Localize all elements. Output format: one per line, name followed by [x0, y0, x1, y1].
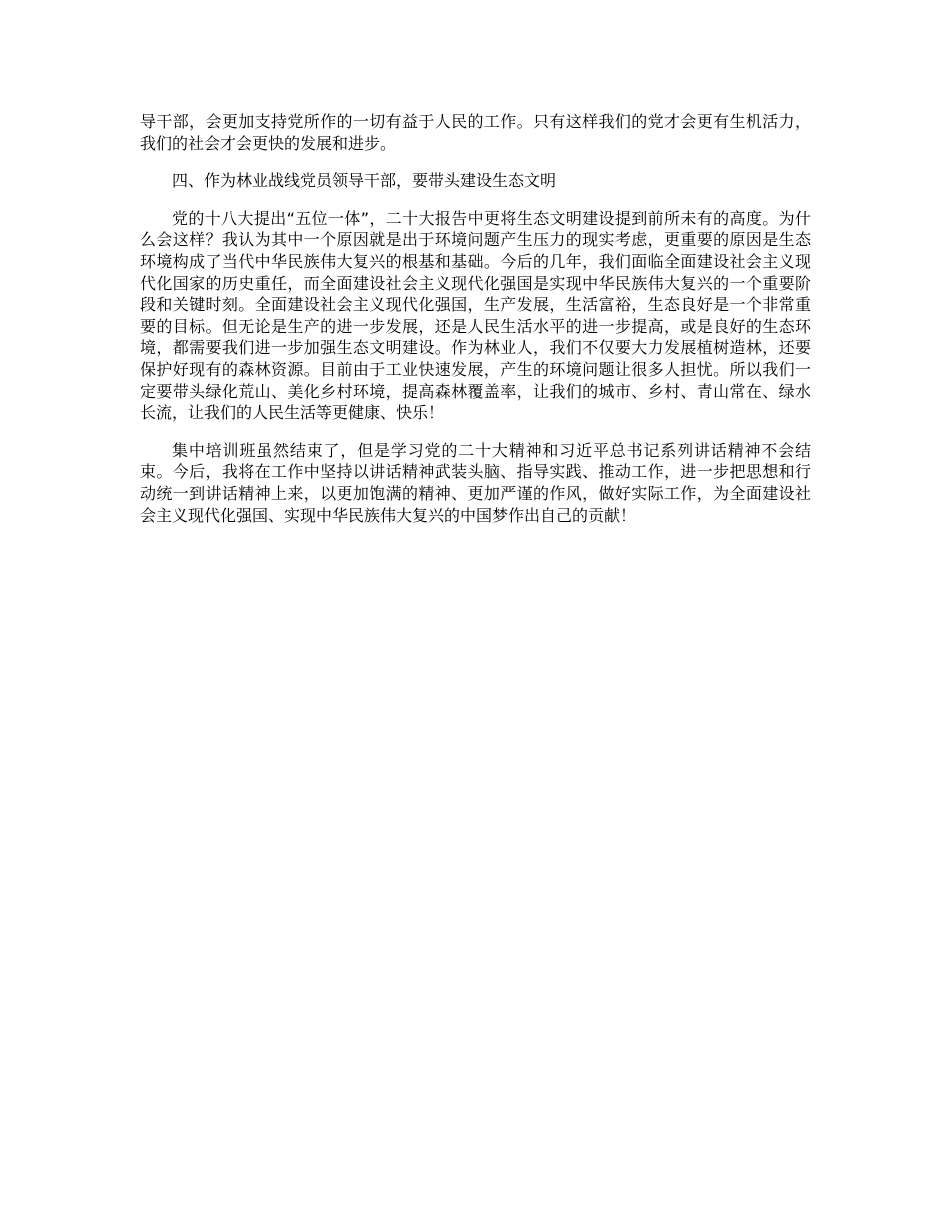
document-page — [140, 111, 811, 542]
paragraph-ecological-civilization: 党的十八大提出“五位一体”，二十大报告中更将生态文明建设提到前所未有的高度。为什么会这样？我认为其中一个原因就是出于环境问题产生压力的现实考虑，更重要的原因是生态环境构成了当代中华民族伟大复兴的根基和基础。今后的几年，我们面临全面建设社会主义现代化国家的历史重任，而全面建设社会主义现代化强国是实现中华民族伟大复兴的一个重要阶段和关键时刻。全面建设社会主义现代化强国，生产发展，生活富裕，生态良好是一个非常重要的目标。但无论是生产的进一步发展，还是人民生活水平的进一步提高，或是良好的生态环境，都需要我们进一步加强生态文明建设。作为林业人，我们不仅要大力发展植树造林，还要保护好现有的森林资源。目前由于工业快速发展，产生的环境问题让很多人担忧。所以我们一定要带头绿化荒山、美化乡村环境，提高森林覆盖率，让我们的城市、乡村、青山常在、绿水长流，让我们的人民生活等更健康、快乐！ — [140, 208, 811, 423]
section-heading-four: 四、作为林业战线党员领导干部，要带头建设生态文明 — [172, 171, 557, 191]
paragraph-conclusion: 集中培训班虽然结束了，但是学习党的二十大精神和习近平总书记系列讲话精神不会结束。今后，我将在工作中坚持以讲话精神武装头脑、指导实践、推动工作，进一步把思想和行动统一到讲话精神上来，以更加饱满的精神、更加严谨的作风，做好实际工作，为全面建设社会主义现代化强国、实现中华民族伟大复兴的中国梦作出自己的贡献！ — [140, 440, 811, 525]
paragraph-continuation: 导干部，会更加支持党所作的一切有益于人民的工作。只有这样我们的党才会更有生机活力，我们的社会才会更快的发展和进步。 — [140, 112, 811, 153]
